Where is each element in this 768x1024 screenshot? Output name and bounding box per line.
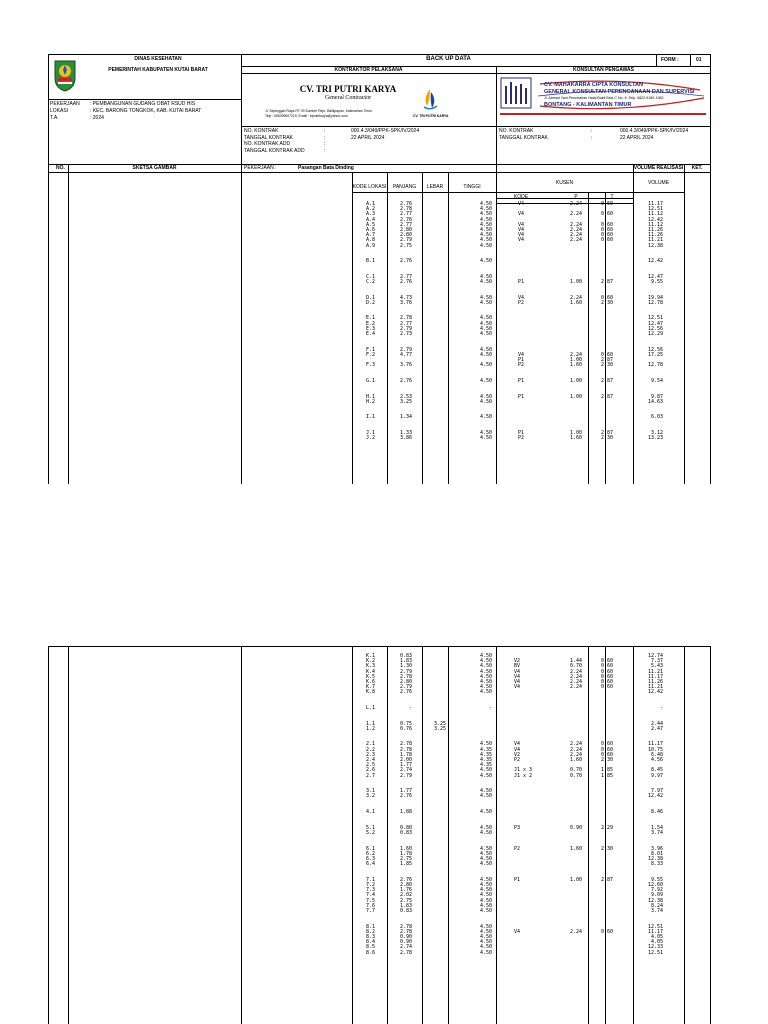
col-header-p: P xyxy=(574,194,578,200)
contractor-contact: Telp : 085399607219, Email : triputrikarya@yahoo.com xyxy=(265,114,348,118)
grid-line xyxy=(241,54,242,484)
ta-label: T.A. xyxy=(50,115,59,121)
frame-line xyxy=(48,646,711,647)
grid-line xyxy=(241,73,711,74)
col-header-lebar: LEBAR xyxy=(426,184,444,190)
consultant-name: CV. MAHAKARRA CIPTA KONSULTAN xyxy=(544,82,643,88)
volume-column: 12.74 7.37 5.43 11.21 11.17 11.26 11.21 12.42 - 2.44 2.47 11.17 10.75 6.40 4.56 8.45 9.97 7.97 12.42 8.46 1.54 3.74 3.96 8.01 12.38 8.33 9.55 12.60 7.92 9.09 12.38 8.24 3.74 12.51 11.17 4.05 4.05 12.33 12.51 xyxy=(647,653,663,956)
grid-line xyxy=(684,164,685,484)
grid-line xyxy=(68,646,69,1024)
kusen-t-column: 0.60 0.60 0.60 0.60 0.60 0.60 0.60 0.60 0.60 2.30 1.85 1.85 2.29 2.30 2.87 0.60 xyxy=(600,658,613,935)
col-header-ket: KET. xyxy=(691,165,703,171)
grid-line xyxy=(448,646,449,1024)
tinggi-column: 4.50 4.50 4.50 4.50 4.50 4.50 4.50 4.50 - 4.50 4.35 4.35 4.35 4.35 4.50 4.50 4.50 4.50 4.50 4.50 4.50 4.50 4.50 4.50 4.50 4.50 4.50 4.50 4.50 4.50 4.50 4.50 4.50 4.50 4.50 4.50 4.50 4.50 xyxy=(479,653,492,956)
grid-line xyxy=(496,172,497,484)
grid-line xyxy=(352,192,684,193)
contract-label: TANGGAL KONTRAK xyxy=(244,134,293,141)
contract-label: NO. KONTRAK xyxy=(244,128,279,134)
doc-title: BACK UP DATA xyxy=(426,56,471,62)
frame-line xyxy=(710,54,711,484)
grid-line xyxy=(352,172,353,484)
contractor-label: KONTRAKTOR PELAKSANA xyxy=(334,67,403,73)
project-values xyxy=(90,101,201,122)
consultant-city: BONTANG - KALIMANTAN TIMUR xyxy=(544,102,632,108)
consultant-address: Jl. Ahmad Yani Perumahan Halal Bukit Blok C No. 6, Telp. 0822-9180-1982 xyxy=(544,96,664,100)
col-header-no: NO. xyxy=(56,165,65,171)
grid-line xyxy=(588,646,589,1024)
consultant-banner xyxy=(500,76,706,112)
contract-colon: : xyxy=(324,147,326,154)
frame-line xyxy=(48,54,711,55)
contract-value: 000.4.3/049/PPK-SPK/IV/2024 xyxy=(351,128,420,134)
contract-left-values xyxy=(351,128,419,141)
contract-left-colons xyxy=(324,128,325,154)
grid-line xyxy=(690,54,691,66)
contract-colon: : xyxy=(591,128,593,134)
contract-value: 000.4.3/049/PPK-SPK/IV/2024 xyxy=(620,128,689,134)
consultant-rule xyxy=(500,113,706,115)
grid-line xyxy=(352,646,353,1024)
dept-name: DINAS KESEHATAN xyxy=(134,56,182,62)
grid-line xyxy=(656,54,657,66)
project-labels xyxy=(50,101,80,122)
consultant-label: KONSULTAN PENGAWAS xyxy=(573,67,634,73)
page-1 xyxy=(48,54,711,484)
contract-label: TANGGAL KONTRAK xyxy=(499,134,548,141)
col-header-kode: KODE xyxy=(513,194,529,200)
contract-label: TANGGAL KONTRAK ADD xyxy=(244,147,305,154)
panjang-column: 0.83 1.83 1.30 2.79 2.78 2.80 2.79 2.76 - 0.75 0.76 2.78 2.78 1.78 2.00 1.77 2.74 2.79 1.77 2.76 1.88 0.80 0.83 1.60 1.78 2.75 1.85 2.76 2.80 1.76 2.02 2.75 1.83 0.83 2.78 2.78 0.90 0.90 2.74 2.78 xyxy=(399,653,412,956)
grid-line xyxy=(633,646,634,1024)
grid-line xyxy=(241,126,711,127)
contract-colon: : xyxy=(591,134,593,141)
contract-right-values xyxy=(620,128,688,141)
grid-line xyxy=(448,172,449,484)
kusen-kode-column: V2 BV V4 V4 V4 V4 V4 V4 V2 P2 J1 x 3 J1 x 2 P3 P2 P1 V4 xyxy=(514,658,533,935)
col-header-pekerjaan-value: Pasangan Bata Dinding xyxy=(298,165,354,171)
contractor-address: Jl. Sepinggan Raya RT 09 Sumber Rejo, Balikpapan, Kalimantan Timur xyxy=(265,109,373,113)
tinggi-column: 4.50 4.50 4.50 4.50 4.50 4.50 4.50 4.50 4.50 4.50 4.50 4.50 4.50 4.50 4.50 4.50 4.50 4.50 4.50 4.50 4.50 4.50 4.50 4.50 4.50 4.50 4.50 xyxy=(479,201,492,442)
contract-value: 22 APRIL 2024 xyxy=(351,134,385,141)
contract-left-labels xyxy=(244,128,305,154)
volume-column: 11.17 12.51 11.12 12.42 11.12 11.26 11.26 11.21 12.38 12.42 12.47 9.55 19.94 12.78 12.51 12.47 12.56 12.29 12.56 17.25 12.78 9.54 9.87 14.63 6.03 3.12 13.23 xyxy=(647,201,663,442)
grid-line xyxy=(48,172,711,173)
grid-line xyxy=(684,646,685,1024)
col-header-kode-lokasi: KODE LOKASI xyxy=(352,184,387,190)
grid-line xyxy=(241,646,242,1024)
col-header-kusen: KUSEN xyxy=(555,180,574,186)
contract-colon: : xyxy=(324,141,326,147)
contract-right-labels xyxy=(499,128,548,141)
col-header-volume-realisasi: VOLUME REALISASI xyxy=(633,165,684,171)
contract-label: NO. KONTRAK ADD xyxy=(244,141,291,147)
frame-line xyxy=(710,646,711,1024)
form-label: FORM : xyxy=(661,57,679,63)
grid-line xyxy=(422,172,423,484)
consultant-tagline: GENERAL KONSULTAN PERENCANAAN DAN SUPERVISI xyxy=(544,89,695,95)
kutai-barat-emblem xyxy=(52,58,78,92)
kode-lokasi-column: K.1 K.2 K.3 K.4 K.5 K.6 K.7 K.8 L.1 1.1 1.2 2.1 2.2 2.3 2.4 2.5 2.6 2.7 3.1 3.2 4.1 5.1 5.2 6.1 6.2 6.3 6.4 7.1 7.2 7.3 7.4 7.5 7.6 7.7 8.1 8.2 8.3 8.4 8.5 8.6 xyxy=(366,653,376,956)
government-name: PEMERINTAH KABUPATEN KUTAI BARAT xyxy=(108,67,208,73)
lebar-column: 3.25 3.25 xyxy=(433,720,446,732)
contractor-subtitle: General Contractor xyxy=(324,95,372,101)
grid-line xyxy=(422,646,423,1024)
contractor-logo-icon xyxy=(421,88,439,112)
panjang-column: 2.76 2.78 2.77 2.76 2.77 2.80 2.80 2.79 2.75 2.76 2.77 2.76 4.73 3.76 2.78 2.77 2.79 2.73 2.79 4.77 3.76 2.76 2.53 3.25 1.34 1.33 3.86 xyxy=(399,201,412,442)
pekerjaan-value: : PEMBANGUNAN GUDANG OBAT RSUD HIS xyxy=(90,101,196,107)
form-number: 01 xyxy=(696,57,702,63)
ta-value: : 2024 xyxy=(90,115,104,121)
col-header-tinggi: TINGGI xyxy=(463,184,481,190)
kusen-kode-column: V4 V4 V4 V4 V4 V4 P1 V4 P2 V4 P1 P2 P1 P1 P1 P2 xyxy=(518,201,525,442)
frame-line xyxy=(48,646,49,1024)
grid-line xyxy=(68,164,69,484)
kusen-p-column: 1.44 0.70 2.24 2.24 2.24 2.24 2.24 2.24 2.24 1.60 0.70 0.70 0.90 1.60 1.00 2.24 xyxy=(569,658,582,935)
grid-line xyxy=(496,66,497,176)
grid-line xyxy=(588,192,589,484)
col-header-t: T xyxy=(610,194,614,200)
lokasi-label: LOKASI xyxy=(50,108,69,114)
col-header-pekerjaan: PEKERJAAN : xyxy=(244,165,277,171)
col-header-volume: VOLUME xyxy=(647,180,670,186)
contract-right-colons xyxy=(591,128,592,141)
contract-label: NO. KONTRAK xyxy=(499,128,534,134)
contract-value: 22 APRIL 2024 xyxy=(620,134,654,141)
contract-colon: : xyxy=(324,128,326,134)
contract-colon: : xyxy=(324,134,326,141)
col-header-sketsa: SKETSA GAMBAR xyxy=(132,165,177,171)
contractor-name: CV. TRI PUTRI KARYA xyxy=(299,84,397,94)
lokasi-value: : KEC. BARONG TONGKOK, KAB. KUTAI BARAT xyxy=(90,108,202,114)
grid-line xyxy=(633,164,634,484)
kusen-p-column: 2.24 2.24 2.24 2.24 2.24 2.24 1.00 2.24 1.60 2.24 1.00 1.60 1.00 1.00 1.00 1.60 xyxy=(569,201,582,442)
kode-lokasi-column: A.1 A.2 A.3 A.4 A.5 A.6 A.7 A.8 A.9 B.1 C.1 C.2 D.1 D.2 E.1 E.2 E.3 E.4 F.1 F.2 F.3 G.1 H.1 H.2 I.1 J.1 J.2 xyxy=(366,201,376,442)
grid-line xyxy=(48,99,241,100)
contractor-logo-text: CV. TRI PUTRI KARYA xyxy=(413,114,449,118)
col-header-panjang: PANJANG xyxy=(392,184,417,190)
kusen-t-column: 0.60 0.60 0.60 0.60 0.60 0.60 2.87 0.60 2.30 0.60 2.87 2.30 2.87 2.87 2.87 2.30 xyxy=(600,201,613,442)
page-2 xyxy=(48,646,711,1024)
grid-line xyxy=(496,646,497,1024)
frame-line xyxy=(48,54,49,484)
pekerjaan-label: PEKERJAAN xyxy=(50,101,80,107)
